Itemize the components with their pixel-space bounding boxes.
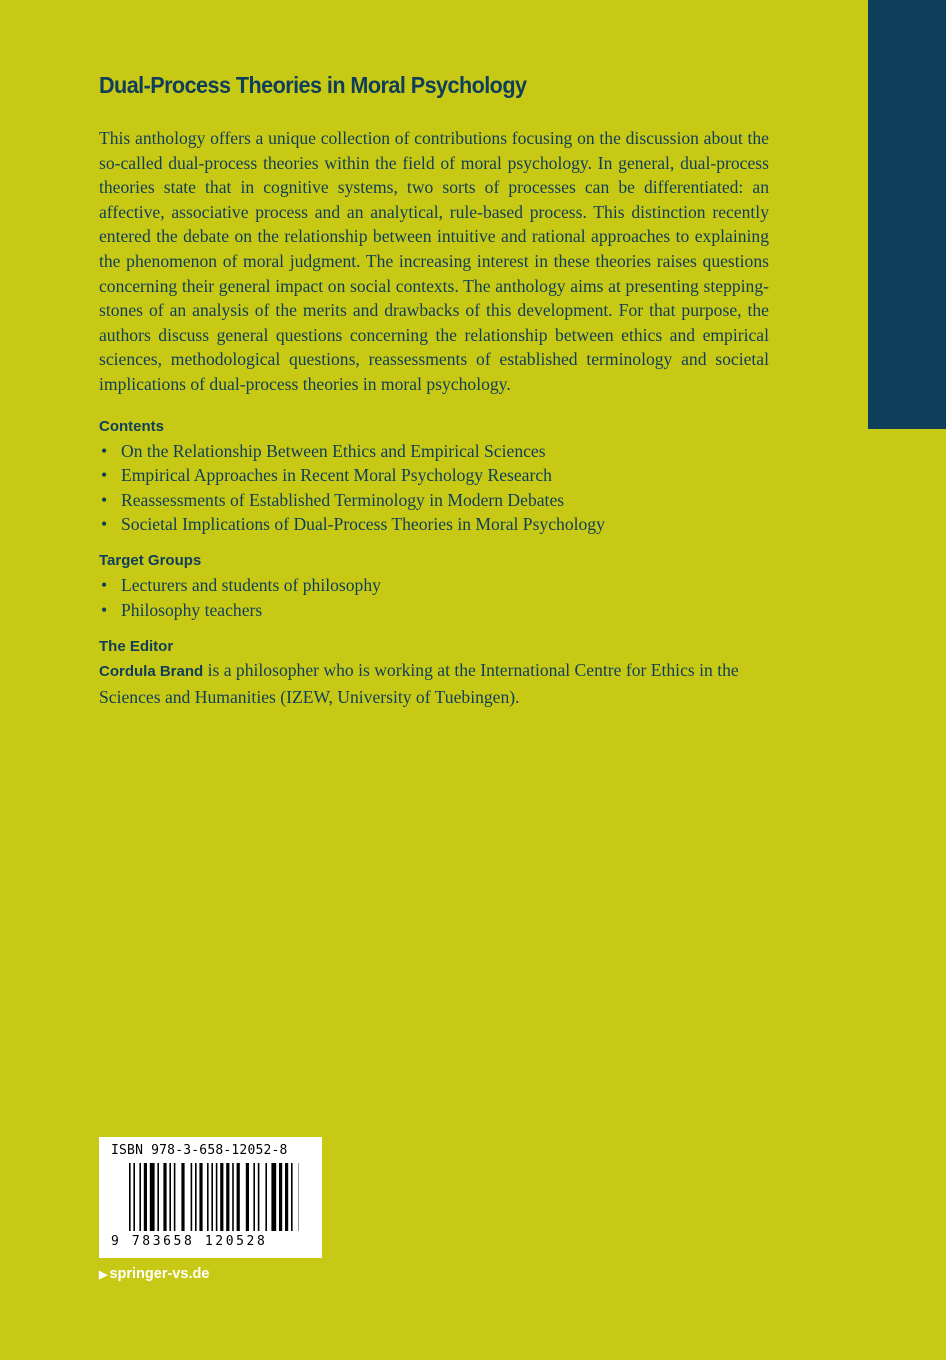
back-cover-content [99,72,769,709]
barcode-bar [220,1163,223,1231]
book-description: This anthology offers a unique collection of contributions focusing on the discussion about the so-called dual-process theories within the field of moral psychology. In general, dual-process theories state that in cognitive systems, two sorts of processes can be differentiated: an affective, associative process and an analytical, rule-based process. This distinction recently entered the debate on the relationship between intuitive and rational approaches to explaining the phenomenon of moral judgment. The increasing interest in these theories raises questions concerning their general impact on social contexts. The anthology aims at presenting stepping-stones of an analysis of the merits and drawbacks of this development. For that purpose, the authors discuss general questions concerning the relationship between ethics and empirical sciences, methodological questions, reassessments of established terminology and societal implications of dual-process theories in moral psychology. [99,128,769,394]
barcode-bar [207,1163,209,1231]
barcode-bar [133,1163,135,1231]
list-item: • Empirical Approaches in Recent Moral Psychology Research [99,463,769,488]
arrow-right-icon: ▶ [99,1269,108,1281]
barcode-bar [163,1163,166,1231]
barcode-bar [271,1163,276,1231]
barcode-bar [258,1163,260,1231]
barcode-bar [253,1163,255,1231]
list-item: • Reassessments of Established Terminology in Modern Debates [99,488,769,513]
bullet-icon: • [101,599,108,620]
isbn-barcode [99,1137,322,1258]
barcode-bar [195,1163,197,1231]
bullet-icon: • [101,440,108,461]
publisher-url: springer-vs.de [109,1266,210,1282]
barcode-bar [199,1163,202,1231]
publisher-link[interactable] [99,1266,209,1282]
barcode-bar [285,1163,288,1231]
barcode-bars [129,1163,299,1243]
barcode-bar [237,1163,240,1231]
barcode-bar [191,1163,193,1231]
barcode-bar [181,1163,184,1231]
barcode-bar [226,1163,229,1231]
barcode-bar [169,1163,171,1231]
barcode-bar [150,1163,155,1231]
barcode-bar [144,1163,147,1231]
ean-number: 9 783658 120528 [111,1234,268,1249]
list-item: • Lecturers and students of philosophy [99,573,769,598]
contents-heading: Contents [99,417,164,435]
target-groups-section [99,551,769,622]
editor-section [99,637,769,709]
bullet-icon: • [101,574,108,595]
barcode-bar [139,1163,141,1231]
editor-bio-text: is a philosopher who is working at the International Centre for Ethics in the Sciences and Humanities (IZEW, University of Tuebingen). [99,660,739,707]
barcode-bar [265,1163,267,1231]
book-title: Dual-Process Theories in Moral Psychology [99,72,527,98]
contents-section [99,417,769,537]
list-item: • Philosophy teachers [99,598,769,623]
barcode-bar [129,1163,131,1231]
barcode-bar [291,1163,293,1231]
editor-bio [99,658,769,709]
barcode-bar [232,1163,234,1231]
isbn-label: ISBN 978-3-658-12052-8 [111,1143,288,1158]
editor-name: Cordula Brand [99,663,204,681]
target-groups-list [99,573,769,622]
list-item: • Societal Implications of Dual-Process Theories in Moral Psychology [99,512,769,537]
barcode-bar [279,1163,282,1231]
barcode-bar [246,1163,249,1231]
barcode-bar [216,1163,218,1231]
contents-list [99,439,769,537]
bullet-icon: • [101,514,108,535]
editor-heading: The Editor [99,638,174,656]
target-groups-heading: Target Groups [99,551,202,569]
bullet-icon: • [101,489,108,510]
barcode-bar [211,1163,213,1231]
barcode-bar [157,1163,159,1231]
bullet-icon: • [101,465,108,486]
list-item: • On the Relationship Between Ethics and Empirical Sciences [99,439,769,464]
cover-color-band [868,0,946,429]
barcode-bar [174,1163,176,1231]
